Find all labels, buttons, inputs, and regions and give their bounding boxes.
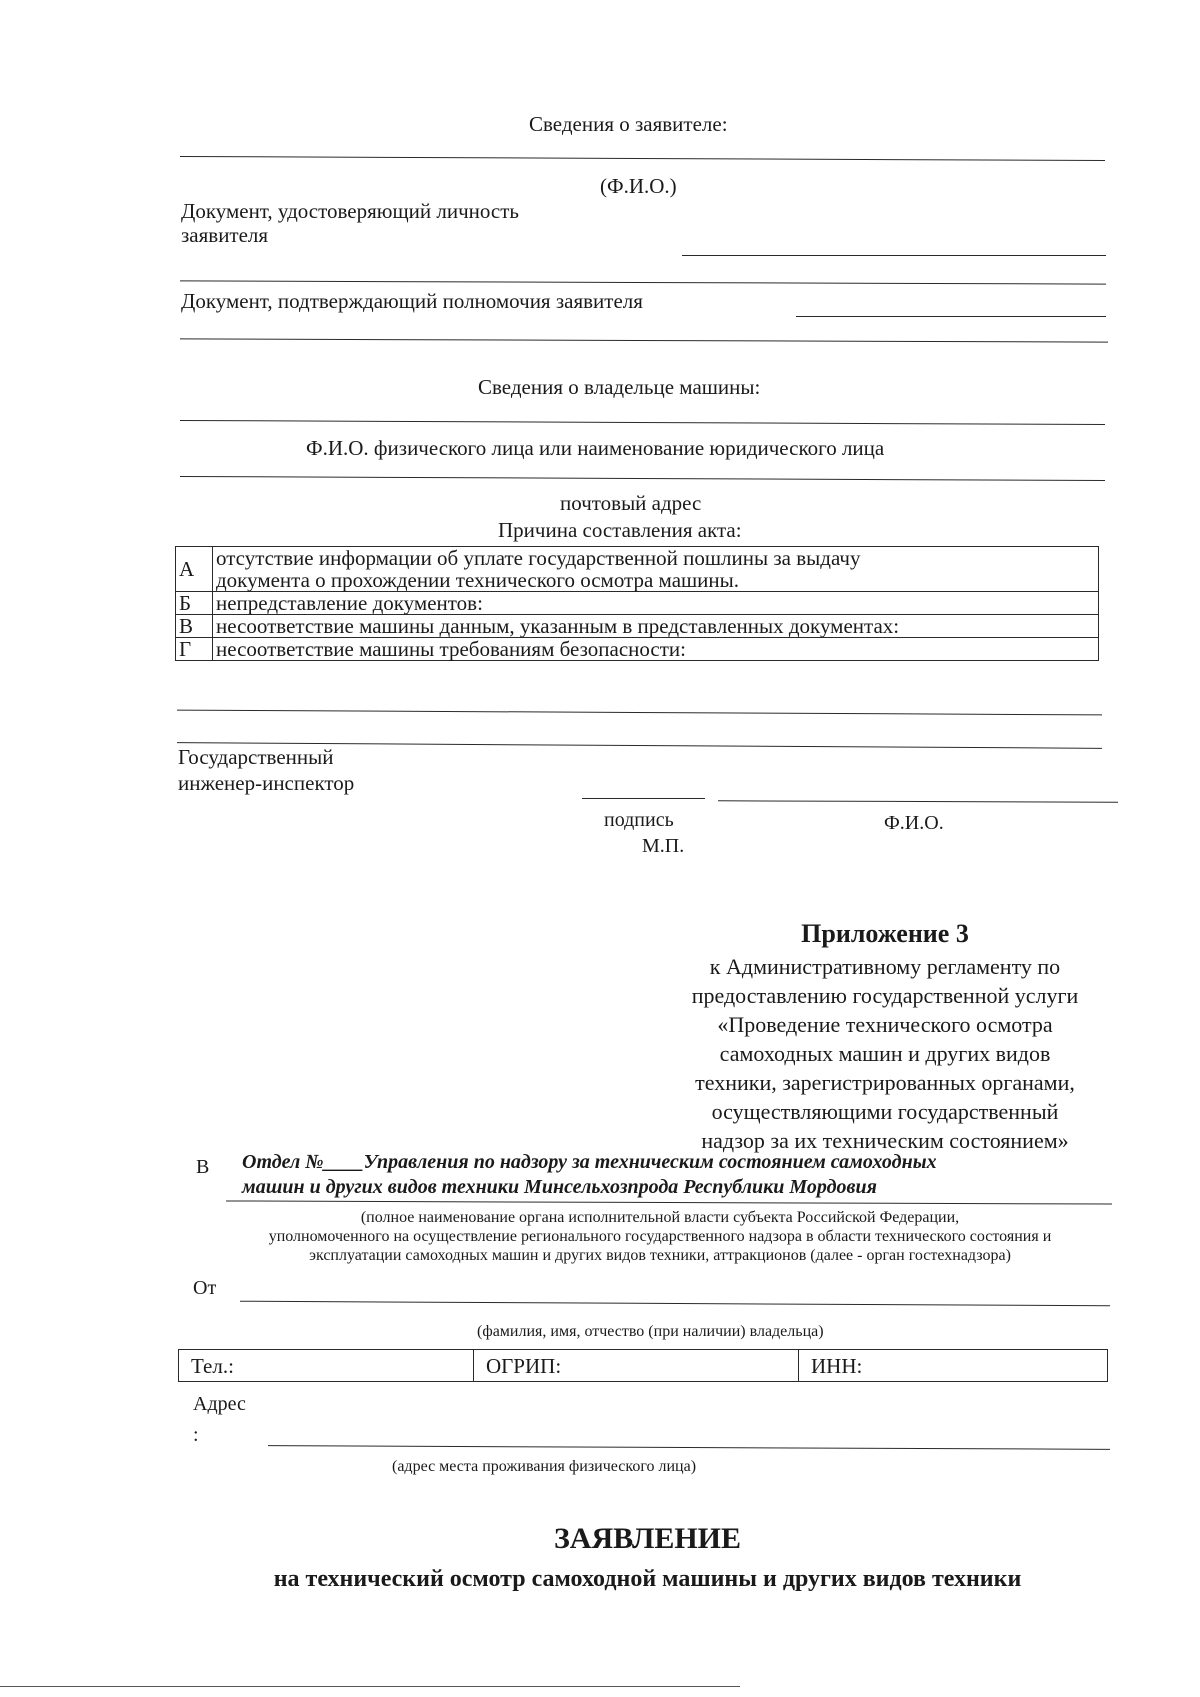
- phone-cell: [179, 1350, 474, 1382]
- id-document-label-cont: заявителя: [181, 223, 269, 247]
- reason-text-line1: отсутствие информации об уплате государственной пошлины за выдачу: [216, 546, 861, 570]
- stamp-label: М.П.: [642, 835, 685, 857]
- from-caption: (фамилия, имя, отчество (при наличии) владельца): [477, 1323, 824, 1340]
- reason-text: непредставление документов:: [213, 592, 1099, 615]
- annex-line: «Проведение технического осмотра: [717, 1012, 1053, 1037]
- applicant-fio-caption: (Ф.И.О.): [600, 174, 677, 198]
- reason-row-g: [176, 638, 1099, 661]
- address-line: [268, 1445, 1110, 1450]
- annex-line: предоставлению государственной услуги: [691, 983, 1079, 1008]
- address-colon: :: [193, 1424, 199, 1446]
- signature-line: [582, 798, 705, 799]
- from-label: От: [193, 1277, 217, 1299]
- owner-address-caption: почтовый адрес: [560, 491, 702, 515]
- reason-row-b: [176, 592, 1099, 615]
- reasons-heading: Причина составления акта:: [498, 518, 742, 542]
- contacts-table: [178, 1349, 1108, 1382]
- annex-line: к Административному регламенту по: [709, 954, 1061, 979]
- reason-text-line2: документа о прохождении технического осмотра машины.: [216, 568, 740, 592]
- reason-letter: В: [176, 615, 213, 638]
- reason-row-v: [176, 615, 1099, 638]
- from-line: [240, 1301, 1110, 1307]
- reasons-table: [175, 546, 1099, 661]
- reason-row-a: [176, 547, 1099, 592]
- applicant-fio-line: [180, 156, 1105, 161]
- signature-caption: подпись: [604, 809, 674, 831]
- recipient-name-cont: машин и других видов техники Минсельхозпрода Республики Мордовия: [242, 1176, 877, 1198]
- address-caption: (адрес места проживания физического лица): [392, 1458, 697, 1475]
- statement-title: ЗАЯВЛЕНИЕ: [553, 1522, 742, 1555]
- id-document-line-2: [180, 280, 1106, 284]
- reason-text: несоответствие машины требованиям безопасности:: [213, 638, 1099, 661]
- recipient-prefix: В: [196, 1156, 210, 1178]
- owner-name-caption: Ф.И.О. физического лица или наименование юридического лица: [306, 436, 885, 460]
- annex-line: техники, зарегистрированных органами,: [695, 1070, 1075, 1095]
- reason-letter: Б: [176, 592, 213, 615]
- ogrip-label: ОГРИП:: [486, 1354, 562, 1378]
- recipient-line: [226, 1200, 1112, 1204]
- owner-heading: Сведения о владельце машины:: [478, 375, 761, 399]
- inspector-title-cont: инженер-инспектор: [178, 771, 355, 795]
- inspector-title: Государственный: [178, 745, 334, 769]
- id-document-label: Документ, удостоверяющий личность: [181, 199, 519, 223]
- authority-document-line-2: [180, 338, 1108, 342]
- annex-line: надзор за их техническим состоянием»: [701, 1128, 1069, 1153]
- annex-block: [650, 918, 1120, 1155]
- inspector-fio-line: [718, 800, 1118, 802]
- annex-line: самоходных машин и других видов: [719, 1041, 1051, 1066]
- id-document-line: [682, 255, 1106, 256]
- recipient-caption-cont: уполномоченного на осуществление регионального государственного надзора в области технического состояния и: [268, 1228, 1052, 1245]
- authority-document-line: [796, 316, 1106, 317]
- annex-line: осуществляющими государственный: [711, 1099, 1059, 1124]
- authority-document-label: Документ, подтверждающий полномочия заявителя: [181, 289, 643, 313]
- reason-text: [213, 547, 1099, 592]
- recipient-caption: (полное наименование органа исполнительной власти субъекта Российской Федерации,: [360, 1209, 960, 1226]
- applicant-heading: Сведения о заявителе:: [529, 112, 728, 136]
- owner-name-line: [180, 420, 1105, 425]
- address-label: Адрес: [193, 1393, 246, 1415]
- inspector-fio-caption: Ф.И.О.: [884, 812, 944, 834]
- blank-line: [177, 710, 1102, 716]
- inn-cell: [799, 1350, 1108, 1382]
- annex-title: Приложение 3: [801, 919, 969, 948]
- ogrip-cell: [474, 1350, 799, 1382]
- statement-subtitle: на технический осмотр самоходной машины и других видов техники: [273, 1566, 1022, 1592]
- owner-address-line: [180, 476, 1105, 481]
- reason-letter: А: [176, 547, 213, 592]
- reason-letter: Г: [176, 638, 213, 661]
- inn-label: ИНН:: [811, 1354, 863, 1378]
- phone-label: Тел.:: [191, 1354, 234, 1378]
- recipient-name: Отдел №____Управления по надзору за техническим состоянием самоходных: [242, 1151, 937, 1173]
- reason-text: несоответствие машины данным, указанным в представленных документах:: [213, 615, 1099, 638]
- scan-edge: [0, 1686, 740, 1687]
- recipient-caption-cont: эксплуатации самоходных машин и других видов техники, аттракционов (далее - орган гостехнадзора): [309, 1247, 1011, 1264]
